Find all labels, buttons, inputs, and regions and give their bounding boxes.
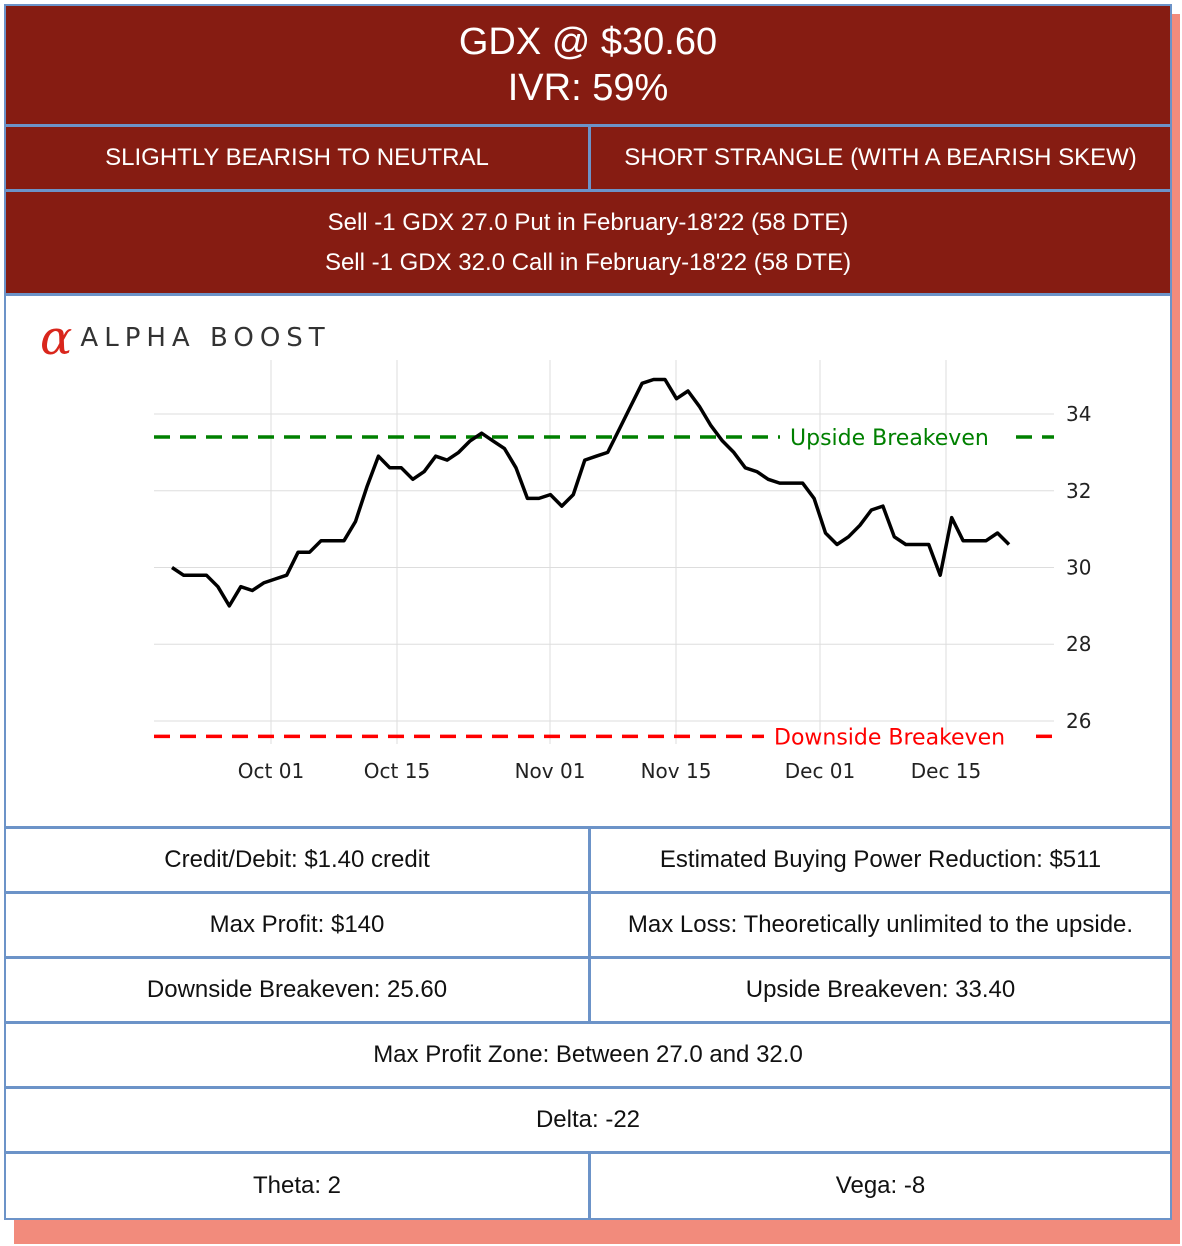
chart-area xyxy=(6,296,1170,829)
stats-row-6 xyxy=(6,1154,1170,1218)
breakeven-lines xyxy=(154,426,1054,750)
alpha-logo-icon: α xyxy=(40,310,73,366)
trade-card xyxy=(4,4,1172,1220)
y-tick-label: 34 xyxy=(1066,402,1092,427)
theta-value: Theta: 2 xyxy=(6,1154,591,1218)
ivr-value: IVR: 59% xyxy=(507,67,669,109)
price-chart xyxy=(6,296,1170,826)
x-tick-label: Nov 15 xyxy=(640,759,712,783)
brand-logo xyxy=(40,310,331,366)
max-loss: Max Loss: Theoretically unlimited to the upside. xyxy=(627,911,1134,938)
header-banner xyxy=(6,6,1170,127)
strategy-name: SHORT STRANGLE (WITH A BEARISH SKEW) xyxy=(591,127,1170,189)
downside-breakeven: Downside Breakeven: 25.60 xyxy=(6,959,591,1021)
upside-breakeven: Upside Breakeven: 33.40 xyxy=(745,976,1016,1003)
breakeven-label: Upside Breakeven xyxy=(790,426,989,452)
price-line-layer xyxy=(172,380,1009,606)
price-series-line xyxy=(172,380,1009,606)
max-profit-zone: Max Profit Zone: Between 27.0 and 32.0 xyxy=(373,1041,803,1068)
legs-row xyxy=(6,192,1170,296)
brand-name: ALPHA BOOST xyxy=(80,323,331,353)
stats-row-4 xyxy=(6,1024,1170,1089)
vega-value: Vega: -8 xyxy=(835,1172,926,1199)
outlook-row xyxy=(6,127,1170,192)
ticker-price: GDX @ $30.60 xyxy=(458,21,718,63)
leg-call: Sell -1 GDX 32.0 Call in February-18'22 (58 DTE) xyxy=(324,248,852,276)
stats-row-3 xyxy=(6,959,1170,1024)
max-profit: Max Profit: $140 xyxy=(6,894,591,956)
buying-power-reduction: Estimated Buying Power Reduction: $511 xyxy=(659,846,1102,873)
y-tick-label: 28 xyxy=(1066,632,1092,657)
y-tick-label: 26 xyxy=(1066,708,1092,733)
stats-row-2 xyxy=(6,894,1170,959)
stats-row-1 xyxy=(6,829,1170,894)
stats-row-5 xyxy=(6,1089,1170,1154)
leg-put: Sell -1 GDX 27.0 Put in February-18'22 (58 DTE) xyxy=(327,208,849,236)
chart-grid xyxy=(154,360,1054,744)
x-tick-label: Nov 01 xyxy=(514,759,586,783)
market-bias: SLIGHTLY BEARISH TO NEUTRAL xyxy=(6,127,591,189)
x-tick-label: Dec 01 xyxy=(784,759,856,783)
x-tick-label: Oct 01 xyxy=(237,759,305,783)
credit-debit: Credit/Debit: $1.40 credit xyxy=(6,829,591,891)
delta-value: Delta: -22 xyxy=(535,1106,641,1133)
breakeven-label: Downside Breakeven xyxy=(774,725,1006,751)
x-tick-label: Oct 15 xyxy=(363,759,431,783)
x-tick-label: Dec 15 xyxy=(910,759,982,783)
y-tick-label: 32 xyxy=(1066,478,1092,503)
y-tick-label: 30 xyxy=(1066,555,1092,580)
